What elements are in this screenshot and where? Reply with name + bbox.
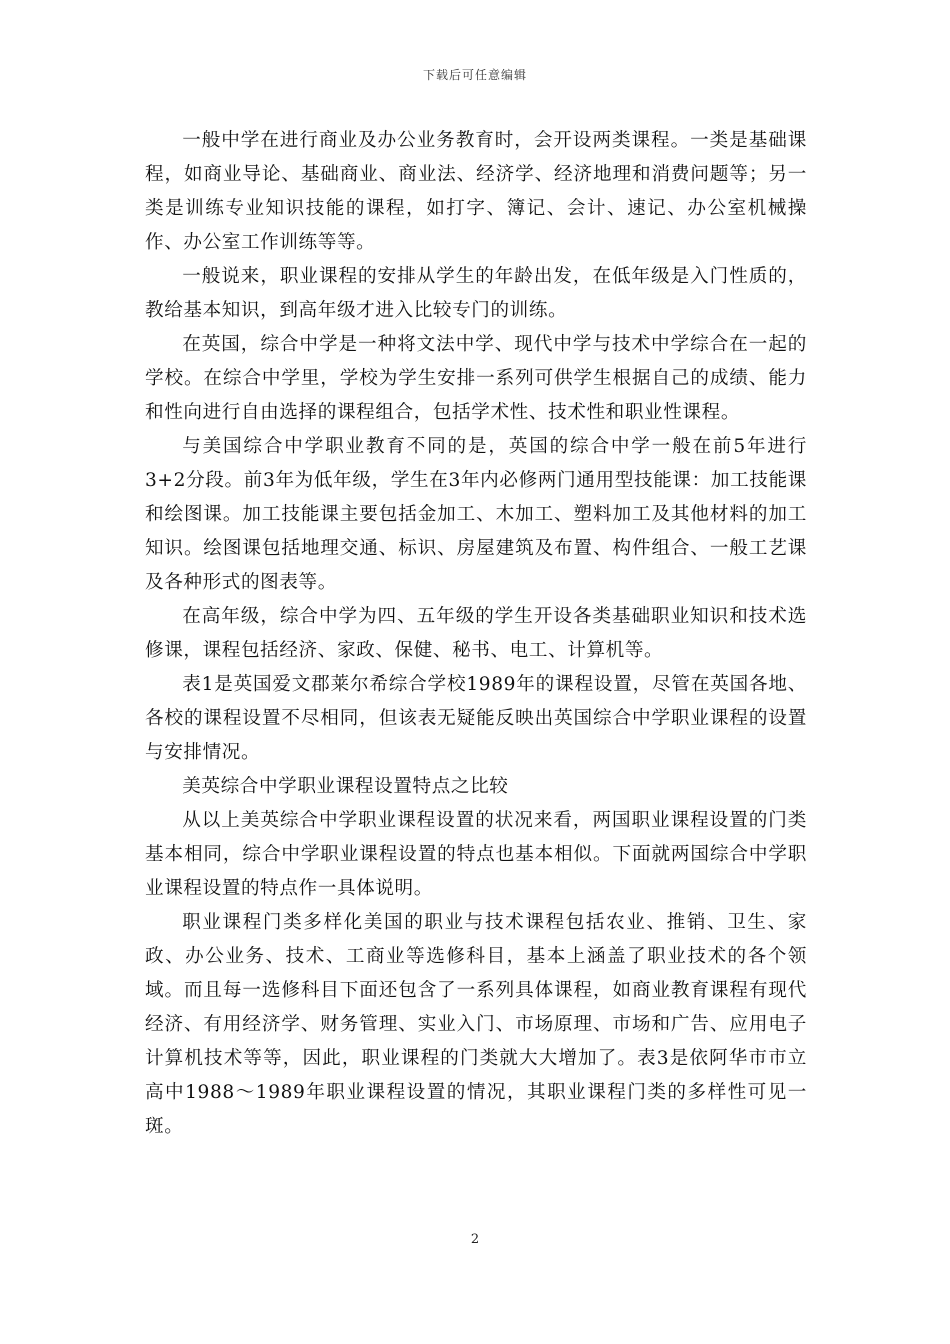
paragraph: 在英国，综合中学是一种将文法中学、现代中学与技术中学综合在一起的学校。在综合中学里，学校为学生安排一系列可供学生根据自己的成绩、能力和性向进行自由选择的课程组合，包括学术性、技术性和职业性课程。 <box>145 334 807 423</box>
paragraph: 与美国综合中学职业教育不同的是，英国的综合中学一般在前5年进行3+2分段。前3年为低年级，学生在3年内必修两门通用型技能课：加工技能课和绘图课。加工技能课主要包括金加工、木加工、塑料加工及其他材料的加工知识。绘图课包括地理交通、标识、房屋建筑及布置、构件组合、一般工艺课及各种形式的图表等。 <box>145 436 807 593</box>
paragraph: 一般说来，职业课程的安排从学生的年龄出发，在低年级是入门性质的，教给基本知识，到高年级才进入比较专门的训练。 <box>145 266 807 321</box>
page-number: 2 <box>470 1232 480 1247</box>
paragraph: 表1是英国爱文郡莱尔希综合学校1989年的课程设置，尽管在英国各地、各校的课程设置不尽相同，但该表无疑能反映出英国综合中学职业课程的设置与安排情况。 <box>145 674 807 763</box>
document-body <box>145 124 807 1144</box>
paragraph: 职业课程门类多样化美国的职业与技术课程包括农业、推销、卫生、家政、办公业务、技术、工商业等选修科目，基本上涵盖了职业技术的各个领域。而且每一选修科目下面还包含了一系列具体课程，如商业教育课程有现代经济、有用经济学、财务管理、实业入门、市场原理、市场和广告、应用电子计算机技术等等，因此，职业课程的门类就大大增加了。表3是依阿华市市立高中1988～1989年职业课程设置的情况，其职业课程门类的多样性可见一斑。 <box>145 912 807 1137</box>
paragraph: 从以上美英综合中学职业课程设置的状况来看，两国职业课程设置的门类基本相同，综合中学职业课程设置的特点也基本相似。下面就两国综合中学职业课程设置的特点作一具体说明。 <box>145 810 807 899</box>
paragraph: 一般中学在进行商业及办公业务教育时，会开设两类课程。一类是基础课程，如商业导论、基础商业、商业法、经济学、经济地理和消费问题等；另一类是训练专业知识技能的课程，如打字、簿记、会计、速记、办公室机械操作、办公室工作训练等等。 <box>145 130 807 253</box>
paragraph: 在高年级，综合中学为四、五年级的学生开设各类基础职业知识和技术选修课，课程包括经济、家政、保健、秘书、电工、计算机等。 <box>145 606 807 661</box>
page-header: 下载后可任意编辑 <box>422 68 527 82</box>
section-heading: 美英综合中学职业课程设置特点之比较 <box>182 776 509 797</box>
